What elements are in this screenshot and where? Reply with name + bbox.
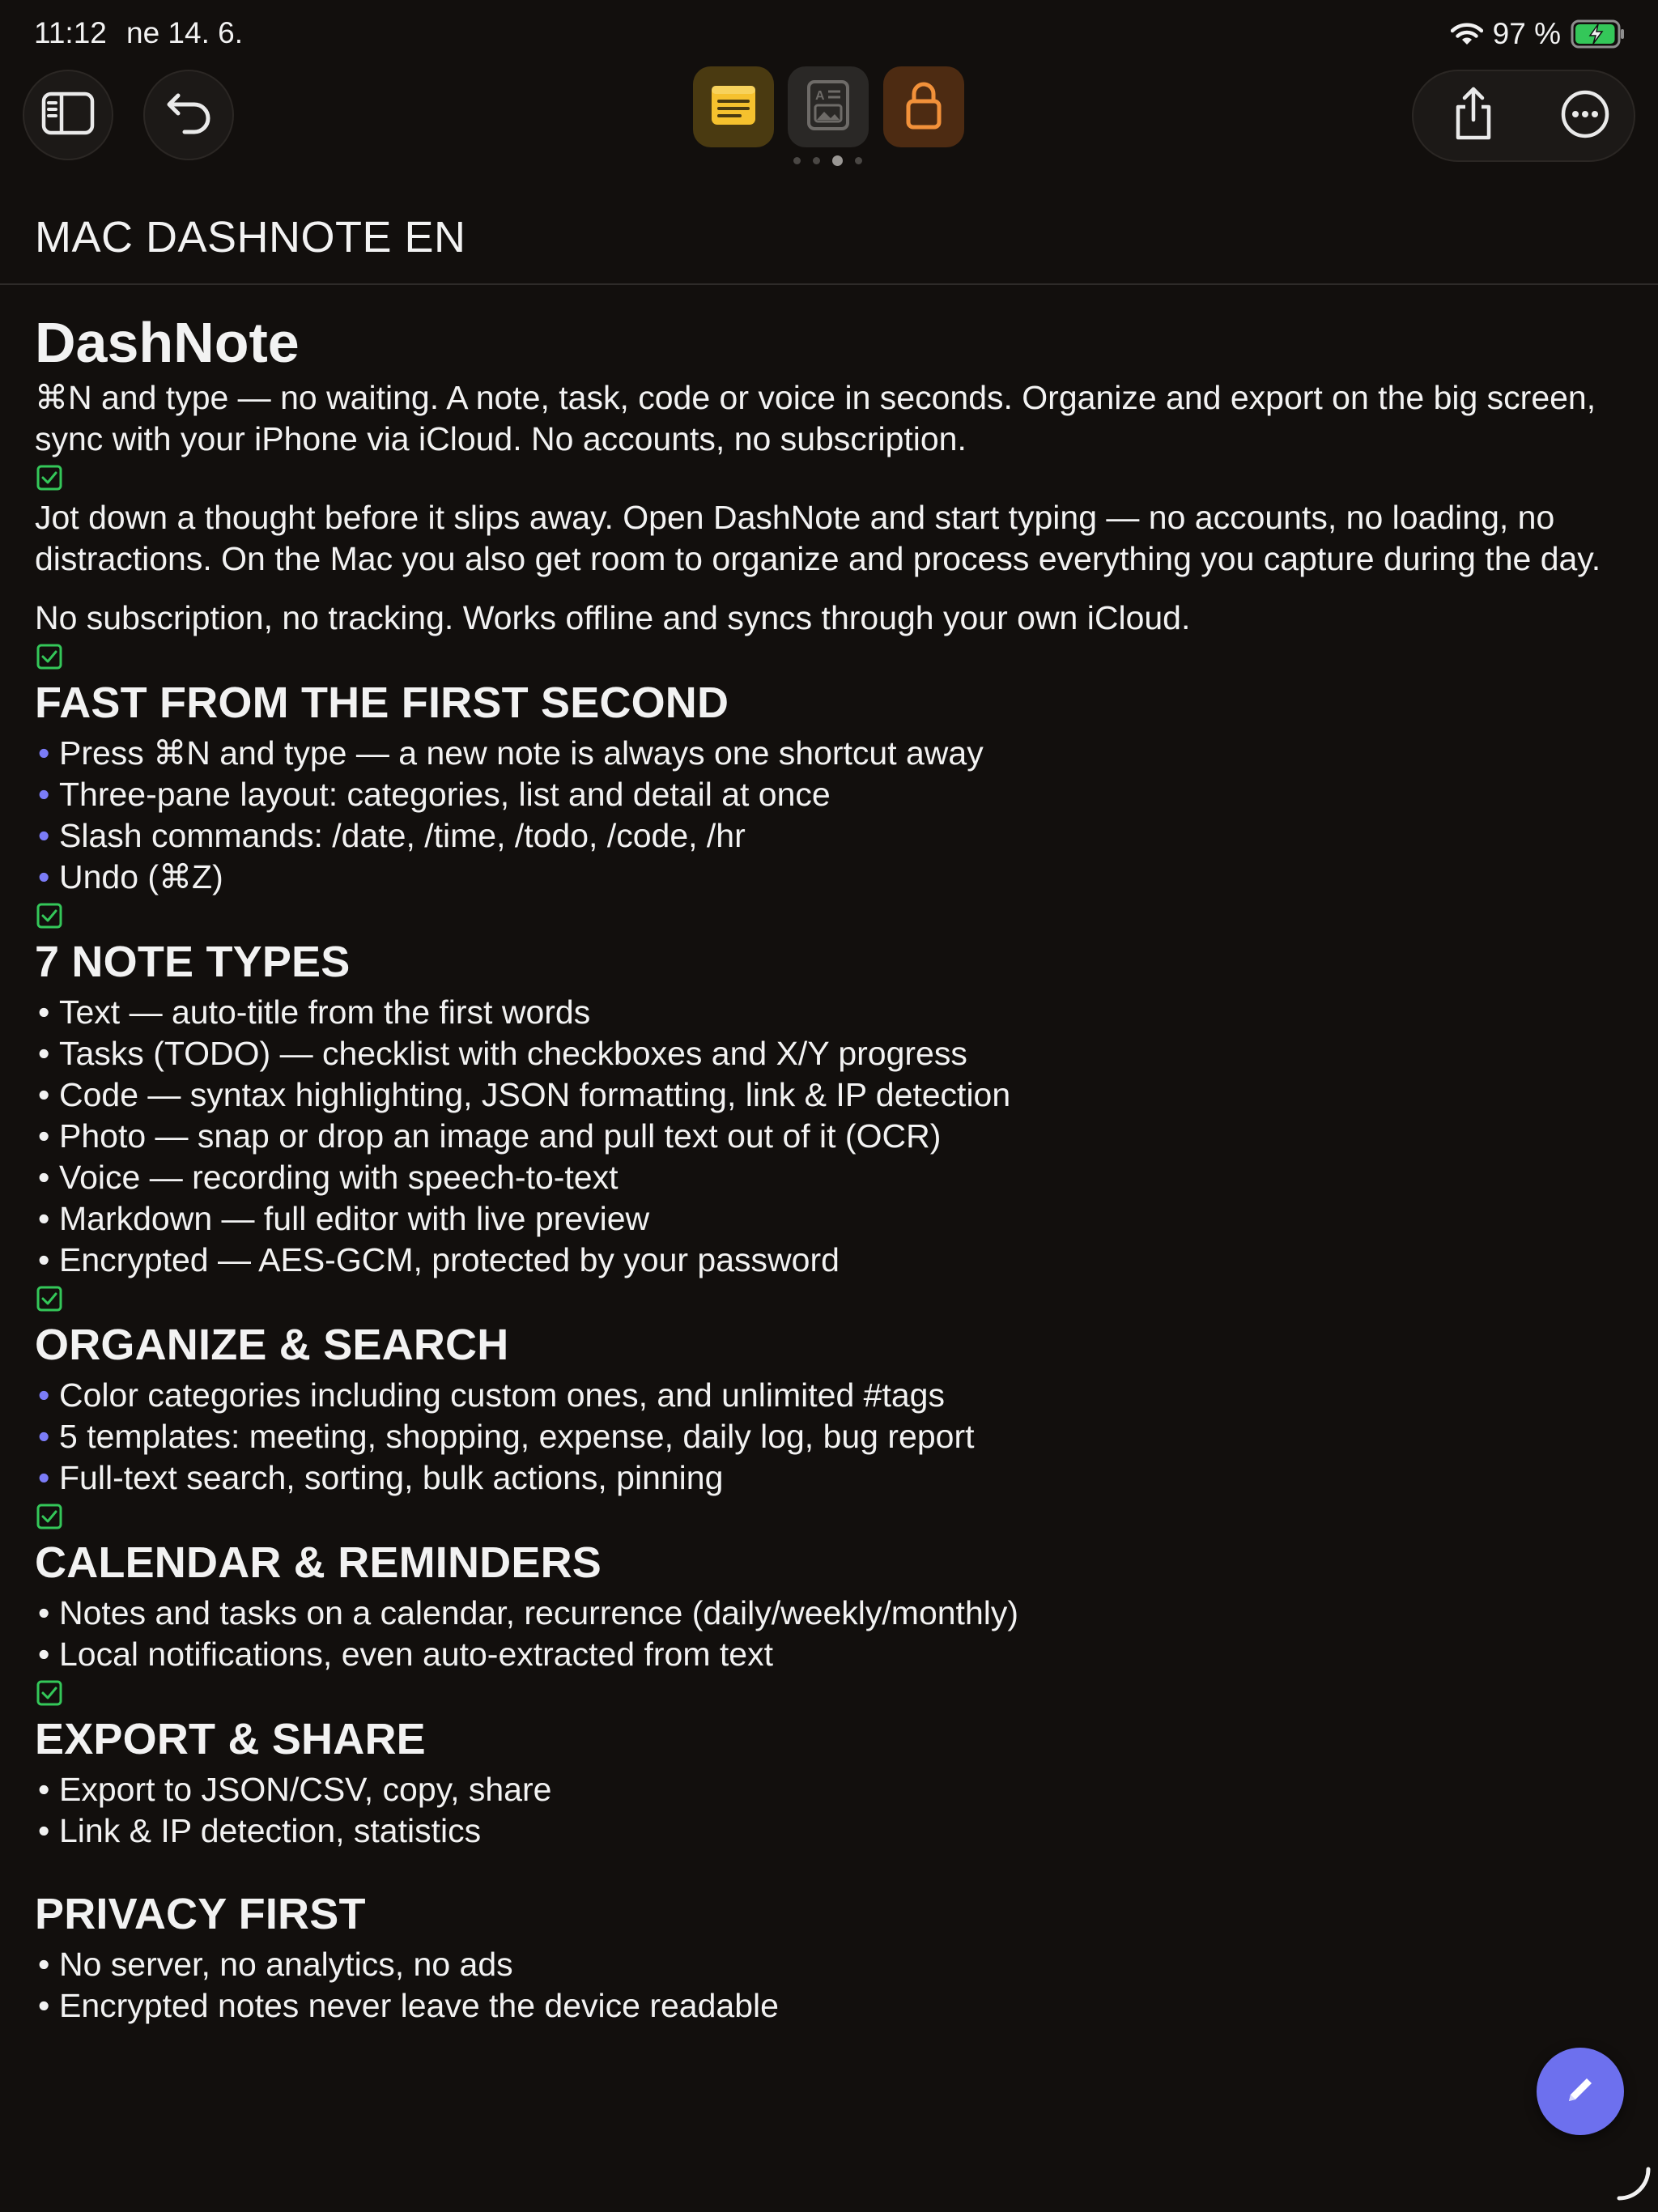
section-heading: PRIVACY FIRST — [35, 1890, 366, 1938]
notes-icon — [709, 83, 758, 131]
bullet-dot: • — [38, 1771, 50, 1808]
status-time: 11:12 — [34, 16, 107, 49]
lock-icon — [905, 80, 942, 134]
list-item: • Photo — snap or drop an image and pull text out of it (OCR) — [35, 1116, 1622, 1157]
battery-percent: 97 % — [1492, 17, 1561, 50]
checkbox-checked[interactable] — [36, 1286, 62, 1312]
list-item: • Encrypted — AES-GCM, protected by your password — [35, 1240, 1622, 1281]
bullet-dot: • — [38, 1035, 50, 1072]
bullet-dot: • — [38, 1946, 50, 1983]
section-heading: FAST FROM THE FIRST SECOND — [35, 678, 729, 727]
undo-arrow-icon — [165, 91, 212, 140]
sidebar-toggle-button[interactable] — [23, 70, 113, 160]
checkmark-icon — [36, 1286, 62, 1312]
bullet-dot: • — [38, 1459, 50, 1496]
bullet-dot: • — [38, 1594, 50, 1631]
bullet-dot: • — [38, 1117, 50, 1155]
checkbox-checked[interactable] — [36, 903, 62, 929]
page-dot — [793, 157, 801, 164]
list-item: • Full-text search, sorting, bulk actions, pinning — [35, 1457, 1622, 1499]
list-item: • Export to JSON/CSV, copy, share — [35, 1769, 1622, 1810]
sidebar-toggle-icon — [41, 91, 95, 139]
note-body[interactable] — [35, 308, 1622, 2027]
list-item: • Code — syntax highlighting, JSON formatting, link & IP detection — [35, 1074, 1622, 1116]
checkbox-checked[interactable] — [36, 644, 62, 670]
bullet-dot: • — [38, 1159, 50, 1196]
list-item: • Undo (⌘Z) — [35, 857, 1622, 898]
spacer — [35, 580, 1622, 598]
list-item: • Notes and tasks on a calendar, recurrence (daily/weekly/monthly) — [35, 1593, 1622, 1634]
bullet-list — [35, 1375, 1622, 1499]
page-indicator — [793, 155, 862, 166]
checkbox-checked[interactable] — [36, 465, 62, 491]
bullet-list — [35, 1944, 1622, 2027]
bullet-list — [35, 733, 1622, 898]
section-heading: 7 NOTE TYPES — [35, 938, 351, 986]
bullet-list — [35, 1593, 1622, 1675]
bullet-dot: • — [38, 776, 50, 813]
list-item: • No server, no analytics, no ads — [35, 1944, 1622, 1985]
actions-pill — [1412, 70, 1635, 162]
list-item: • Link & IP detection, statistics — [35, 1810, 1622, 1852]
bullet-dot: • — [38, 1076, 50, 1113]
section-heading: ORGANIZE & SEARCH — [35, 1321, 509, 1369]
list-item: • Voice — recording with speech-to-text — [35, 1157, 1622, 1198]
body-paragraph: Jot down a thought before it slips away. Open DashNote and start typing — no accounts, no loading, no distractions. On the Mac you also get room to organize and process everything you capture during the day. — [35, 499, 1601, 577]
pencil-icon — [1562, 2072, 1598, 2112]
checkmark-icon — [36, 903, 62, 929]
bullet-dot: • — [38, 1376, 50, 1414]
section-heading: CALENDAR & REMINDERS — [35, 1538, 602, 1587]
checkbox-checked[interactable] — [36, 1504, 62, 1529]
share-button[interactable] — [1428, 71, 1519, 160]
notes-tile-button[interactable] — [693, 66, 774, 147]
list-item: • Local notifications, even auto-extracted from text — [35, 1634, 1622, 1675]
section-heading: EXPORT & SHARE — [35, 1715, 426, 1763]
bullet-list — [35, 992, 1622, 1281]
note-title: DashNote — [35, 311, 300, 374]
list-item: • Press ⌘N and type — a new note is always one shortcut away — [35, 733, 1622, 774]
checkbox-checked[interactable] — [36, 1680, 62, 1706]
list-item: • Text — auto-title from the first words — [35, 992, 1622, 1033]
list-item: • Markdown — full editor with live preview — [35, 1198, 1622, 1240]
list-item: • Encrypted notes never leave the device readable — [35, 1985, 1622, 2027]
compose-button[interactable] — [1537, 2048, 1624, 2135]
checkmark-icon — [36, 465, 62, 491]
battery-charging-icon — [1571, 19, 1626, 49]
header-divider — [0, 283, 1658, 285]
bullet-dot: • — [38, 1200, 50, 1237]
more-button[interactable] — [1540, 71, 1630, 160]
resize-handle-icon[interactable] — [1614, 2164, 1652, 2206]
folder-title: MAC DASHNOTE EN — [35, 213, 466, 262]
bullet-dot: • — [38, 1812, 50, 1849]
bullet-dot: • — [38, 858, 50, 895]
ellipsis-circle-icon — [1560, 89, 1610, 143]
wifi-icon — [1451, 22, 1483, 46]
list-item: • 5 templates: meeting, shopping, expense, daily log, bug report — [35, 1416, 1622, 1457]
lock-tile-button[interactable] — [883, 66, 964, 147]
bullet-dot: • — [38, 1241, 50, 1278]
page-dot — [813, 157, 820, 164]
list-item: • Tasks (TODO) — checklist with checkboxes and X/Y progress — [35, 1033, 1622, 1074]
status-bar — [0, 0, 1658, 65]
list-item: • Color categories including custom ones, and unlimited #tags — [35, 1375, 1622, 1416]
bullet-dot: • — [38, 734, 50, 772]
checkmark-icon — [36, 1680, 62, 1706]
status-date: ne 14. 6. — [126, 16, 244, 49]
list-item: • Three-pane layout: categories, list and detail at once — [35, 774, 1622, 815]
page-dot — [855, 157, 862, 164]
bullet-list — [35, 1769, 1622, 1852]
share-icon — [1452, 86, 1495, 147]
checkmark-icon — [36, 1504, 62, 1529]
list-item: • Slash commands: /date, /time, /todo, /code, /hr — [35, 815, 1622, 857]
document-scan-icon — [806, 79, 850, 135]
spacer — [35, 1852, 1622, 1881]
bullet-dot: • — [38, 817, 50, 854]
document-tile-button[interactable] — [788, 66, 869, 147]
svg-text:A: A — [815, 88, 825, 103]
undo-button[interactable] — [143, 70, 234, 160]
body-paragraph: No subscription, no tracking. Works offline and syncs through your own iCloud. — [35, 599, 1191, 636]
intro-paragraph: ⌘N and type — no waiting. A note, task, code or voice in seconds. Organize and export on the big screen, sync with your iPhone via iCloud. No accounts, no subscription. — [35, 379, 1596, 457]
bullet-dot: • — [38, 993, 50, 1031]
checkmark-icon — [36, 644, 62, 670]
page-dot-active — [832, 155, 843, 166]
bullet-dot: • — [38, 1987, 50, 2024]
status-indicators — [1451, 16, 1626, 52]
bullet-dot: • — [38, 1418, 50, 1455]
bullet-dot: • — [38, 1636, 50, 1673]
